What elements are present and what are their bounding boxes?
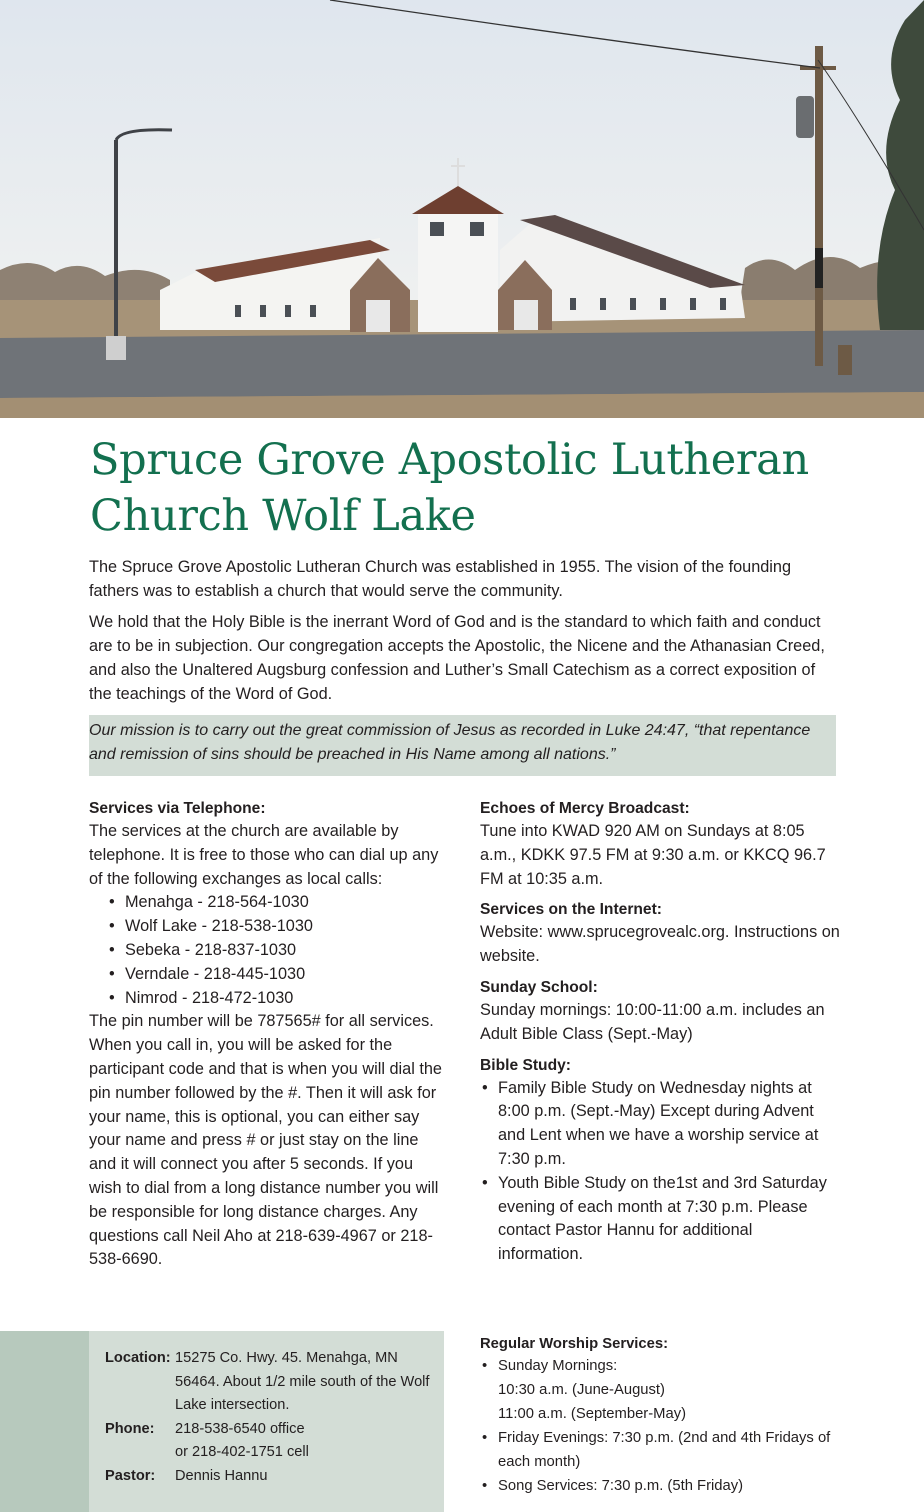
- broadcast-body: Tune into KWAD 920 AM on Sundays at 8:05 a.m., KDKK 97.5 FM at 9:30 a.m. or KKCQ 96.7 FM at 10:35 a.m.: [480, 822, 826, 888]
- right-column: [480, 798, 840, 1267]
- worship-item-friday: • Friday Evenings: 7:30 p.m. (2nd and 4th Fridays of each month): [480, 1427, 840, 1475]
- location-row: [105, 1347, 444, 1418]
- exchange-item: • Verndale - 218-445-1030: [89, 963, 449, 987]
- phone-cell: or 218-402-1751 cell: [175, 1444, 309, 1461]
- sunday-school-heading: Sunday School:: [480, 978, 598, 996]
- phone-office: 218-538-6540 office: [175, 1420, 305, 1437]
- telephone-details: The pin number will be 787565# for all services. When you call in, you will be asked for the participant code and that is when you will dial the pin number followed by the #. Then it will ask for your name, this is optional, you can either say your name and press # or just stay on the line and it will connect you after 5 seconds. If you wish to dial from a long distance number you will be responsible for long distance charges. Any questions call Neil Aho at 218-639-4967 or 218-538-6690.: [89, 1012, 442, 1269]
- worship-item-sunday: [480, 1355, 840, 1427]
- worship-services-section: [480, 1333, 840, 1498]
- phone-label: Phone:: [105, 1420, 155, 1437]
- intro-paragraph-history: The Spruce Grove Apostolic Lutheran Church was established in 1955. The vision of the founding fathers was to establish a church that would serve the community.: [89, 558, 792, 600]
- contact-info-box: [89, 1331, 444, 1512]
- pastor-label: Pastor:: [105, 1467, 156, 1484]
- broadcast-heading: Echoes of Mercy Broadcast:: [480, 800, 690, 817]
- bible-study-item: • Youth Bible Study on the1st and 3rd Saturday evening of each month at 7:30 p.m. Please contact Pastor Hannu for additional information.: [480, 1172, 840, 1267]
- info-accent-band: [0, 1331, 89, 1512]
- sunday-school-body: Sunday mornings: 10:00-11:00 a.m. includes an Adult Bible Class (Sept.-May): [480, 1000, 825, 1043]
- bible-study-list: [480, 1077, 840, 1267]
- worship-list: [480, 1355, 840, 1498]
- telephone-services-section: [89, 798, 449, 1272]
- bible-study-item: • Family Bible Study on Wednesday nights at 8:00 p.m. (Sept.-May) Except during Advent and Lent when we have a worship service at 7:30 p.m.: [480, 1077, 840, 1172]
- location-value: 15275 Co. Hwy. 45. Menahga, MN 56464. About 1/2 mile south of the Wolf Lake intersection.: [175, 1350, 430, 1414]
- sunday-time-summer: 10:30 a.m. (June-August): [498, 1381, 665, 1398]
- pastor-value: Dennis Hannu: [175, 1467, 268, 1484]
- telephone-intro: The services at the church are available by telephone. It is free to those who can dial up any of the following exchanges as local calls:: [89, 822, 439, 888]
- phone-row: [105, 1418, 444, 1465]
- sunday-label: • Sunday Mornings:: [498, 1358, 618, 1374]
- pastor-row: [105, 1465, 444, 1489]
- exchange-item: • Nimrod - 218-472-1030: [89, 987, 449, 1011]
- exchange-list: [89, 891, 449, 1010]
- location-label: Location:: [105, 1350, 171, 1366]
- worship-heading: Regular Worship Services:: [480, 1336, 669, 1352]
- title-line-1: Spruce Grove Apostolic Lutheran: [90, 435, 809, 485]
- exchange-item: • Sebeka - 218-837-1030: [89, 939, 449, 963]
- sunday-time-winter: 11:00 a.m. (September-May): [498, 1405, 687, 1422]
- church-photo: [0, 0, 924, 418]
- intro-paragraph-beliefs: We hold that the Holy Bible is the inerrant Word of God and is the standard to which faith and conduct are to be in subjection. Our congregation accepts the Apostolic, the Nicene and the Athanasian Creed, and also the Unaltered Augsburg confession and Luther’s Small Catechism as a correct exposition of the teachings of the Word of God.: [89, 613, 825, 703]
- exchange-item: • Wolf Lake - 218-538-1030: [89, 915, 449, 939]
- bible-study-heading: Bible Study:: [480, 1056, 571, 1074]
- intro-section: [89, 555, 837, 713]
- page-title: [90, 432, 850, 544]
- telephone-heading: Services via Telephone:: [89, 800, 266, 817]
- title-line-2: Church Wolf Lake: [90, 491, 476, 541]
- mission-statement: Our mission is to carry out the great commission of Jesus as recorded in Luke 24:47, “that repentance and remission of sins should be preached in His Name among all nations.”: [89, 715, 836, 776]
- exchange-item: • Menahga - 218-564-1030: [89, 891, 449, 915]
- internet-heading: Services on the Internet:: [480, 901, 662, 919]
- worship-item-song: • Song Services: 7:30 p.m. (5th Friday): [480, 1475, 840, 1499]
- internet-body: Website: www.sprucegrovealc.org. Instructions on website.: [480, 923, 840, 966]
